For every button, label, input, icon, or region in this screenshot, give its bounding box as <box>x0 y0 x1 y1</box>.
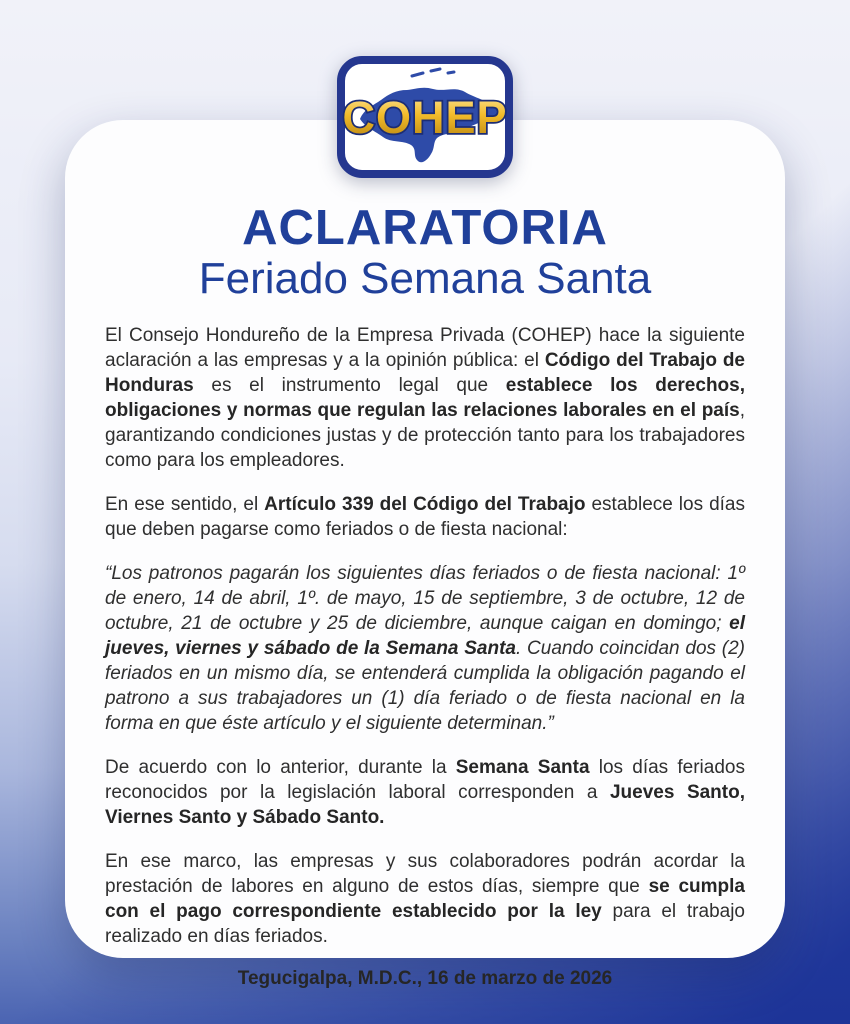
page-subtitle: Feriado Semana Santa <box>198 254 652 303</box>
text-run: , garantizando condiciones justas y de protección tanto para los trabajadores como para los empleadores. <box>105 399 745 471</box>
bold-text-run: Semana Santa <box>455 756 590 778</box>
dateline: Tegucigalpa, M.D.C., 16 de marzo de 2026 <box>237 967 613 989</box>
text-run: De acuerdo con lo anterior, durante la <box>105 756 456 778</box>
text-run: El Consejo Hondureño de la Empresa Privada (COHEP) hace la siguiente aclaración a las empresas y a la opinión pública: el <box>105 324 745 371</box>
text-run: . Cuando coincidan dos (2) feriados en un mismo día, se entenderá cumplida la obligación pagando el patrono a sus trabajadores un (1) día feriado o de fiesta nacional en la forma en que éste artículo y el siguiente determinan.” <box>105 637 745 734</box>
cohep-logo <box>336 55 514 179</box>
text-run: “Los patronos pagarán los siguientes días feriados o de fiesta nacional: 1º de enero, 14 de abril, 1º. de mayo, 15 de septiembre, 3 de octubre, 12 de octubre, 21 de octubre y 25 de diciembre, aunque caigan en domingo; <box>105 562 745 634</box>
document-body <box>105 323 745 949</box>
card-content <box>65 120 785 990</box>
text-run: establece los días que deben pagarse como feriados o de fiesta nacional: <box>105 493 746 540</box>
body-paragraph <box>105 755 745 830</box>
bold-text-run: Código del Trabajo de Honduras <box>105 349 745 396</box>
body-paragraph <box>105 849 745 949</box>
text-run: En ese sentido, el <box>105 493 265 515</box>
logo-wordmark: COHEP <box>342 92 508 143</box>
body-paragraph <box>105 492 745 542</box>
bold-text-run: el jueves, viernes y sábado de la Semana Santa <box>105 612 745 659</box>
text-run: los días feriados reconocidos por la legislación laboral corresponden a <box>105 756 745 803</box>
text-run: para el trabajo realizado en días feriados. <box>105 900 746 947</box>
text-run: es el instrumento legal que <box>193 374 506 396</box>
text-run: En ese marco, las empresas y sus colaboradores podrán acordar la prestación de labores en alguno de estos días, siempre que <box>105 850 745 897</box>
bold-text-run: se cumpla con el pago correspondiente establecido por la ley <box>105 875 745 922</box>
announcement-card <box>65 120 785 989</box>
body-paragraph <box>105 323 745 473</box>
bold-text-run: Artículo 339 del Código del Trabajo <box>264 493 586 515</box>
legal-quote-paragraph <box>105 561 745 736</box>
page-title: ACLARATORIA <box>242 201 608 255</box>
bold-text-run: establece los derechos, obligaciones y normas que regulan las relaciones laborales en el país <box>105 374 745 421</box>
bold-text-run: Jueves Santo, Viernes Santo y Sábado Santo. <box>105 781 746 828</box>
